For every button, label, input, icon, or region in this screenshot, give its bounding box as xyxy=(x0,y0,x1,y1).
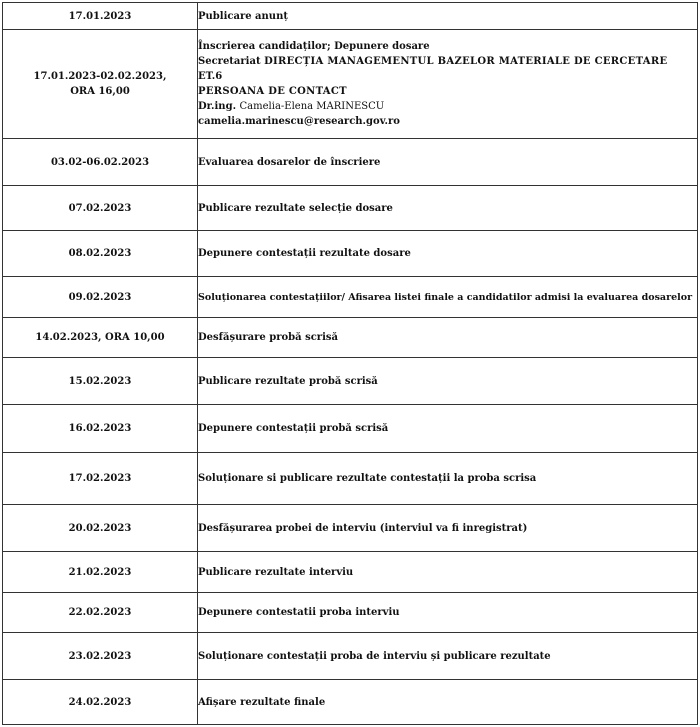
date-cell: 22.02.2023 xyxy=(3,593,198,633)
date-cell xyxy=(3,30,198,139)
table-row xyxy=(3,405,698,453)
activity-cell: Depunere contestații rezultate dosare xyxy=(198,231,698,277)
activity-cell xyxy=(198,30,698,139)
table-row xyxy=(3,505,698,552)
date-cell: 15.02.2023 xyxy=(3,358,198,405)
activity-line: PERSOANA DE CONTACT xyxy=(198,86,347,97)
activity-cell: Soluționare si publicare rezultate contestații la proba scrisa xyxy=(198,453,698,505)
date-cell: 03.02-06.02.2023 xyxy=(3,139,198,186)
date-cell: 20.02.2023 xyxy=(3,505,198,552)
table-row xyxy=(3,552,698,593)
table-row xyxy=(3,231,698,277)
date-cell: 23.02.2023 xyxy=(3,633,198,680)
date-cell: 08.02.2023 xyxy=(3,231,198,277)
table-row xyxy=(3,358,698,405)
department-name: DIRECȚIA MANAGEMENTUL BAZELOR MATERIALE DE CERCETARE xyxy=(264,56,668,67)
activity-cell: Publicare rezultate interviu xyxy=(198,552,698,593)
table-row xyxy=(3,139,698,186)
activity-cell: Soluționarea contestațiilor/ Afisarea listei finale a candidatilor admisi la evaluarea dosarelor xyxy=(198,277,698,318)
date-line: 17.01.2023-02.02.2023, xyxy=(33,71,167,82)
table-row xyxy=(3,3,698,30)
table-row xyxy=(3,593,698,633)
activity-cell: Depunere contestatii proba interviu xyxy=(198,593,698,633)
activity-line: ET.6 xyxy=(198,71,223,82)
table-row xyxy=(3,186,698,231)
activity-cell: Desfășurare probă scrisă xyxy=(198,318,698,358)
table-row xyxy=(3,277,698,318)
table-row xyxy=(3,680,698,725)
contact-email: camelia.marinescu@research.gov.ro xyxy=(198,116,400,127)
activity-cell: Publicare rezultate probă scrisă xyxy=(198,358,698,405)
date-cell: 16.02.2023 xyxy=(3,405,198,453)
date-cell: 17.02.2023 xyxy=(3,453,198,505)
activity-cell: Depunere contestații probă scrisă xyxy=(198,405,698,453)
schedule-table xyxy=(2,2,698,725)
activity-line xyxy=(198,54,697,69)
date-cell: 21.02.2023 xyxy=(3,552,198,593)
activity-cell: Evaluarea dosarelor de înscriere xyxy=(198,139,698,186)
activity-cell: Soluționare contestații proba de interviu și publicare rezultate xyxy=(198,633,698,680)
table-row xyxy=(3,318,698,358)
activity-cell: Publicare rezultate selecție dosare xyxy=(198,186,698,231)
contact-name: Camelia-Elena MARINESCU xyxy=(239,101,385,112)
contact-title: Dr.ing. xyxy=(198,101,240,112)
table-row xyxy=(3,633,698,680)
activity-line xyxy=(198,99,697,114)
activity-cell: Desfășurarea probei de interviu (interviul va fi inregistrat) xyxy=(198,505,698,552)
date-line: ORA 16,00 xyxy=(70,86,130,97)
table-row xyxy=(3,30,698,139)
table-row xyxy=(3,453,698,505)
date-cell: 17.01.2023 xyxy=(3,3,198,30)
date-cell: 24.02.2023 xyxy=(3,680,198,725)
date-cell: 09.02.2023 xyxy=(3,277,198,318)
date-cell: 14.02.2023, ORA 10,00 xyxy=(3,318,198,358)
secretariat-label: Secretariat xyxy=(198,56,265,67)
date-cell: 07.02.2023 xyxy=(3,186,198,231)
activity-cell: Publicare anunț xyxy=(198,3,698,30)
activity-line: Înscrierea candidaților; Depunere dosare xyxy=(198,41,430,52)
activity-cell: Afișare rezultate finale xyxy=(198,680,698,725)
